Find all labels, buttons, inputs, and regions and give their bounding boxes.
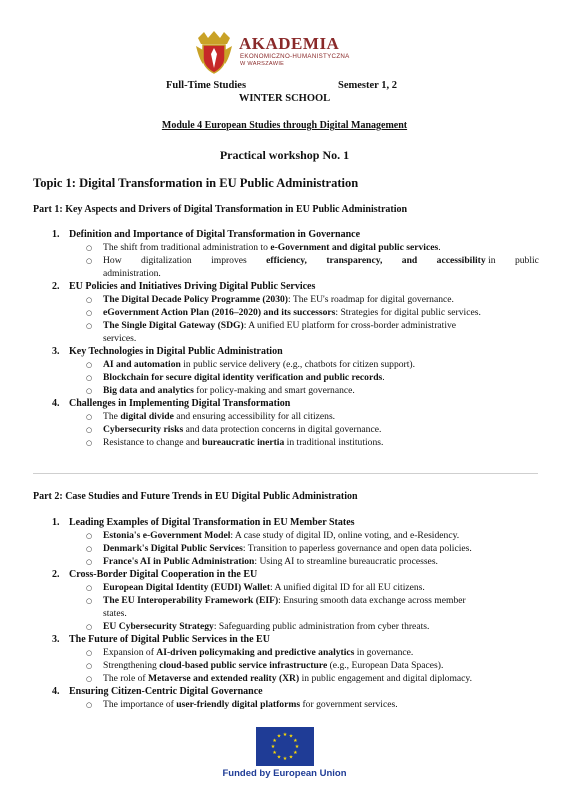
part1-heading: Part 1: Key Aspects and Drivers of Digital Transformation in EU Public Administration bbox=[33, 204, 408, 215]
list-item: France's AI in Public Administration: Using AI to streamline bureaucratic processes. bbox=[103, 556, 438, 567]
bullet-icon: ○ bbox=[86, 701, 93, 709]
list-number: 1. bbox=[52, 229, 60, 240]
section-heading: Definition and Importance of Digital Transformation in Governance bbox=[69, 229, 361, 240]
bullet-icon: ○ bbox=[86, 662, 93, 670]
section-heading: Challenges in Implementing Digital Transformation bbox=[69, 398, 291, 409]
funding-caption: Funded by European Union bbox=[222, 768, 347, 779]
list-item: The role of Metaverse and extended reality (XR) in public engagement and digital diplomacy. bbox=[103, 673, 473, 684]
list-item: AI and automation in public service delivery (e.g., chatbots for citizen support). bbox=[103, 359, 416, 370]
bullet-icon: ○ bbox=[86, 597, 93, 605]
svg-text:★: ★ bbox=[293, 738, 298, 744]
list-number: 1. bbox=[52, 517, 60, 528]
bullet-icon: ○ bbox=[86, 361, 93, 369]
bullet-icon: ○ bbox=[86, 413, 93, 421]
list-number: 2. bbox=[52, 281, 60, 292]
workshop-title: Practical workshop No. 1 bbox=[219, 148, 350, 162]
list-item: Blockchain for secure digital identity verification and public records. bbox=[103, 372, 385, 383]
list-item: eGovernment Action Plan (2016–2020) and its successors: Strategies for digital public services. bbox=[103, 307, 481, 318]
section-heading: Key Technologies in Digital Public Administration bbox=[69, 346, 283, 357]
list-item: EU Cybersecurity Strategy: Safeguarding public administration from cyber threats. bbox=[103, 621, 430, 632]
list-number: 3. bbox=[52, 346, 60, 357]
bullet-icon: ○ bbox=[86, 675, 93, 683]
bullet-icon: ○ bbox=[86, 322, 93, 330]
list-item: Estonia's e-Government Model: A case study of digital ID, online voting, and e-Residency. bbox=[103, 530, 460, 541]
section-heading: Leading Examples of Digital Transformation in EU Member States bbox=[69, 517, 355, 528]
bullet-icon: ○ bbox=[86, 244, 93, 252]
svg-text:★: ★ bbox=[272, 738, 277, 744]
eu-flag-icon bbox=[256, 727, 314, 766]
svg-text:★: ★ bbox=[282, 756, 288, 762]
list-item: The shift from traditional administration to e-Government and digital public services. bbox=[103, 242, 441, 253]
list-item: Cybersecurity risks and data protection concerns in digital governance. bbox=[103, 424, 382, 435]
bullet-icon: ○ bbox=[86, 558, 93, 566]
logo-subtitle: EKONOMICZNO-HUMANISTYCZNA bbox=[240, 53, 350, 60]
list-item: Expansion of AI-driven policymaking and predictive analytics in governance. bbox=[103, 647, 414, 658]
svg-text:★: ★ bbox=[272, 750, 277, 756]
section-heading: EU Policies and Initiatives Driving Digital Public Services bbox=[69, 281, 316, 292]
topic-heading: Topic 1: Digital Transformation in EU Public Administration bbox=[33, 176, 359, 190]
list-item: Strengthening cloud-based public service infrastructure (e.g., European Data Spaces). bbox=[103, 660, 444, 671]
bullet-icon: ○ bbox=[86, 532, 93, 540]
logo-location: W WARSZAWIE bbox=[240, 61, 285, 67]
svg-text:★: ★ bbox=[288, 733, 294, 740]
section-heading: Ensuring Citizen-Centric Digital Governance bbox=[69, 686, 263, 697]
svg-text:★: ★ bbox=[276, 733, 282, 740]
bullet-icon: ○ bbox=[86, 296, 93, 304]
bullet-icon: ○ bbox=[86, 439, 93, 447]
list-item: The EU Interoperability Framework (EIF): Ensuring smooth data exchange across member bbox=[103, 595, 466, 606]
crest-icon bbox=[194, 30, 234, 74]
list-item: Resistance to change and bureaucratic inertia in traditional institutions. bbox=[103, 437, 384, 448]
list-item: The importance of user-friendly digital platforms for government services. bbox=[103, 699, 398, 710]
svg-text:★: ★ bbox=[293, 750, 298, 756]
svg-text:★: ★ bbox=[288, 754, 294, 761]
bullet-icon: ○ bbox=[86, 584, 93, 592]
bullet-icon: ○ bbox=[86, 374, 93, 382]
svg-text:★: ★ bbox=[276, 754, 282, 761]
list-item-continuation: services. bbox=[103, 333, 137, 344]
section-heading: Cross-Border Digital Cooperation in the EU bbox=[69, 569, 258, 580]
list-item: The Single Digital Gateway (SDG): A unified EU platform for cross-border administrative bbox=[103, 320, 457, 331]
section-divider bbox=[33, 473, 538, 474]
list-number: 4. bbox=[52, 686, 60, 697]
bullet-icon: ○ bbox=[86, 309, 93, 317]
list-item: The digital divide and ensuring accessibility for all citizens. bbox=[103, 411, 336, 422]
part2-heading: Part 2: Case Studies and Future Trends in EU Digital Public Administration bbox=[33, 491, 358, 502]
semester-label: Semester 1, 2 bbox=[338, 80, 397, 91]
bullet-icon: ○ bbox=[86, 545, 93, 553]
bullet-icon: ○ bbox=[86, 387, 93, 395]
school-label: WINTER SCHOOL bbox=[238, 93, 331, 104]
list-item-continuation: administration. bbox=[103, 268, 161, 279]
list-item: The Digital Decade Policy Programme (2030): The EU's roadmap for digital governance. bbox=[103, 294, 454, 305]
list-item: Denmark's Digital Public Services: Transition to paperless governance and open data policies. bbox=[103, 543, 472, 554]
bullet-icon: ○ bbox=[86, 649, 93, 657]
list-item-continuation: states. bbox=[103, 608, 127, 619]
list-number: 2. bbox=[52, 569, 60, 580]
list-item: European Digital Identity (EUDI) Wallet: A unified digital ID for all EU citizens. bbox=[103, 582, 425, 593]
bullet-icon: ○ bbox=[86, 623, 93, 631]
studies-label: Full-Time Studies bbox=[166, 80, 247, 91]
list-number: 4. bbox=[52, 398, 60, 409]
module-title: Module 4 European Studies through Digital Management bbox=[161, 120, 408, 131]
svg-text:★: ★ bbox=[270, 744, 276, 750]
list-item: Big data and analytics for policy-making and smart governance. bbox=[103, 385, 355, 396]
svg-text:★: ★ bbox=[282, 732, 288, 738]
logo-name: AKADEMIA bbox=[239, 34, 340, 53]
list-item: How digitalization improves efficiency, transparency, and accessibility in public bbox=[103, 255, 539, 266]
section-heading: The Future of Digital Public Services in the EU bbox=[69, 634, 270, 645]
university-logo bbox=[194, 30, 384, 74]
list-number: 3. bbox=[52, 634, 60, 645]
svg-text:★: ★ bbox=[294, 744, 300, 750]
bullet-icon: ○ bbox=[86, 426, 93, 434]
bullet-icon: ○ bbox=[86, 257, 93, 265]
